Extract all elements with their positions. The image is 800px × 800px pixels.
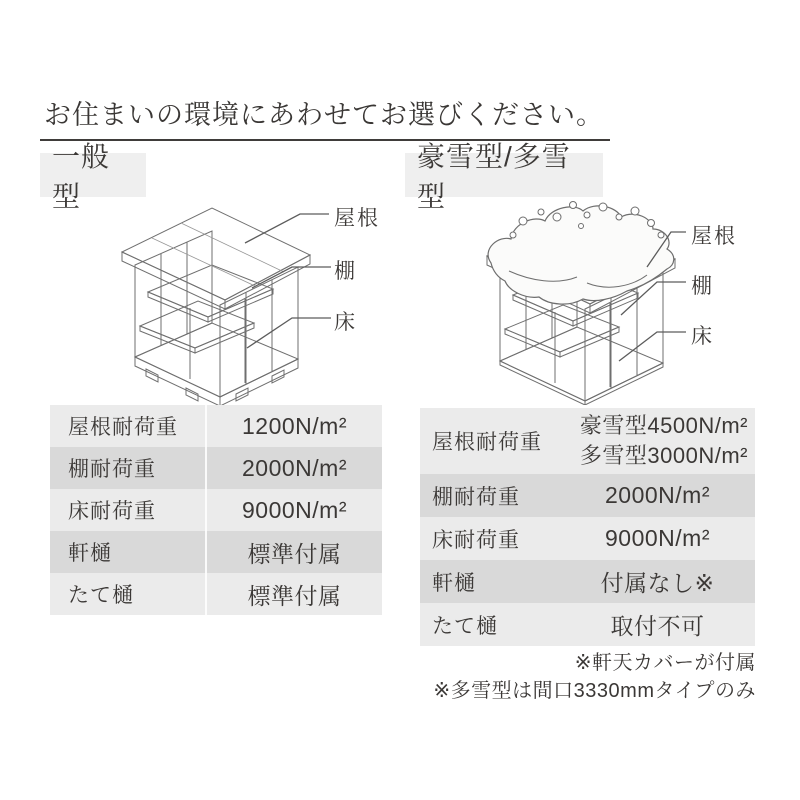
footnote-2: ※多雪型は間口3330mmタイプのみ (433, 680, 756, 702)
label-shelf: 棚 (334, 260, 357, 283)
figure-general-shed (40, 195, 400, 405)
spec-label: 軒樋 (432, 571, 476, 595)
table-row (50, 447, 382, 489)
spec-table-general (50, 405, 382, 615)
shed-roof-face (122, 208, 310, 300)
table-row (420, 474, 755, 517)
spec-label: 床耐荷重 (50, 489, 207, 531)
footnote-1: ※軒天カバーが付属 (574, 652, 756, 674)
spec-value: 標準付属 (247, 540, 342, 567)
label-roof: 屋根 (334, 207, 380, 230)
spec-value: 9000N/m² (242, 496, 347, 523)
leader-floor (247, 318, 331, 348)
spec-table-snow (420, 408, 755, 646)
label-floor: 床 (334, 311, 357, 334)
spec-label: 棚耐荷重 (50, 447, 207, 489)
footnotes (420, 649, 756, 705)
heading-general-type (40, 141, 146, 212)
shed-shelf-lower (140, 301, 254, 348)
spec-label: 軒樋 (50, 531, 207, 573)
figure-snow-shed (405, 195, 770, 405)
spec-label: 棚耐荷重 (432, 485, 520, 509)
table-row (50, 531, 382, 573)
label-floor: 床 (691, 325, 714, 348)
heading-snow-label: 豪雪型/多雪型 (417, 141, 571, 212)
shed-back-wall (135, 231, 212, 357)
table-row (50, 489, 382, 531)
spec-value-line1: 豪雪型4500N/m² (579, 413, 748, 438)
shed-shelf-lower (505, 305, 619, 352)
spec-value: 取付不可 (610, 613, 705, 639)
heading-snow-type (405, 141, 603, 212)
table-row (420, 517, 755, 560)
spec-label: 屋根耐荷重 (50, 405, 207, 447)
heading-general-label: 一般型 (52, 141, 111, 212)
spec-label: 屋根耐荷重 (432, 431, 542, 454)
table-row (50, 405, 382, 447)
label-shelf: 棚 (691, 275, 714, 298)
spec-value-line2: 多雪型3000N/m² (579, 443, 748, 468)
spec-label: たて樋 (50, 573, 207, 615)
spec-label: たて樋 (432, 614, 498, 638)
table-row (420, 560, 755, 603)
shed-floor-face (500, 327, 663, 401)
label-roof: 屋根 (691, 225, 737, 248)
spec-value: 2000N/m² (605, 482, 710, 508)
spec-value: 付属なし※ (600, 570, 715, 596)
snow-cap (488, 206, 674, 304)
spec-value: 1200N/m² (242, 412, 347, 439)
table-row (420, 603, 755, 646)
leader-floor (619, 332, 686, 361)
spec-value (560, 411, 755, 471)
table-row (50, 573, 382, 615)
page-title: お住まいの環境にあわせてお選びください。 (44, 100, 604, 130)
spec-label: 床耐荷重 (432, 528, 520, 552)
leader-roof (245, 214, 329, 243)
table-row (420, 408, 755, 474)
spec-value: 9000N/m² (605, 525, 710, 551)
spec-value: 2000N/m² (242, 454, 347, 481)
spec-value: 標準付属 (247, 582, 342, 609)
